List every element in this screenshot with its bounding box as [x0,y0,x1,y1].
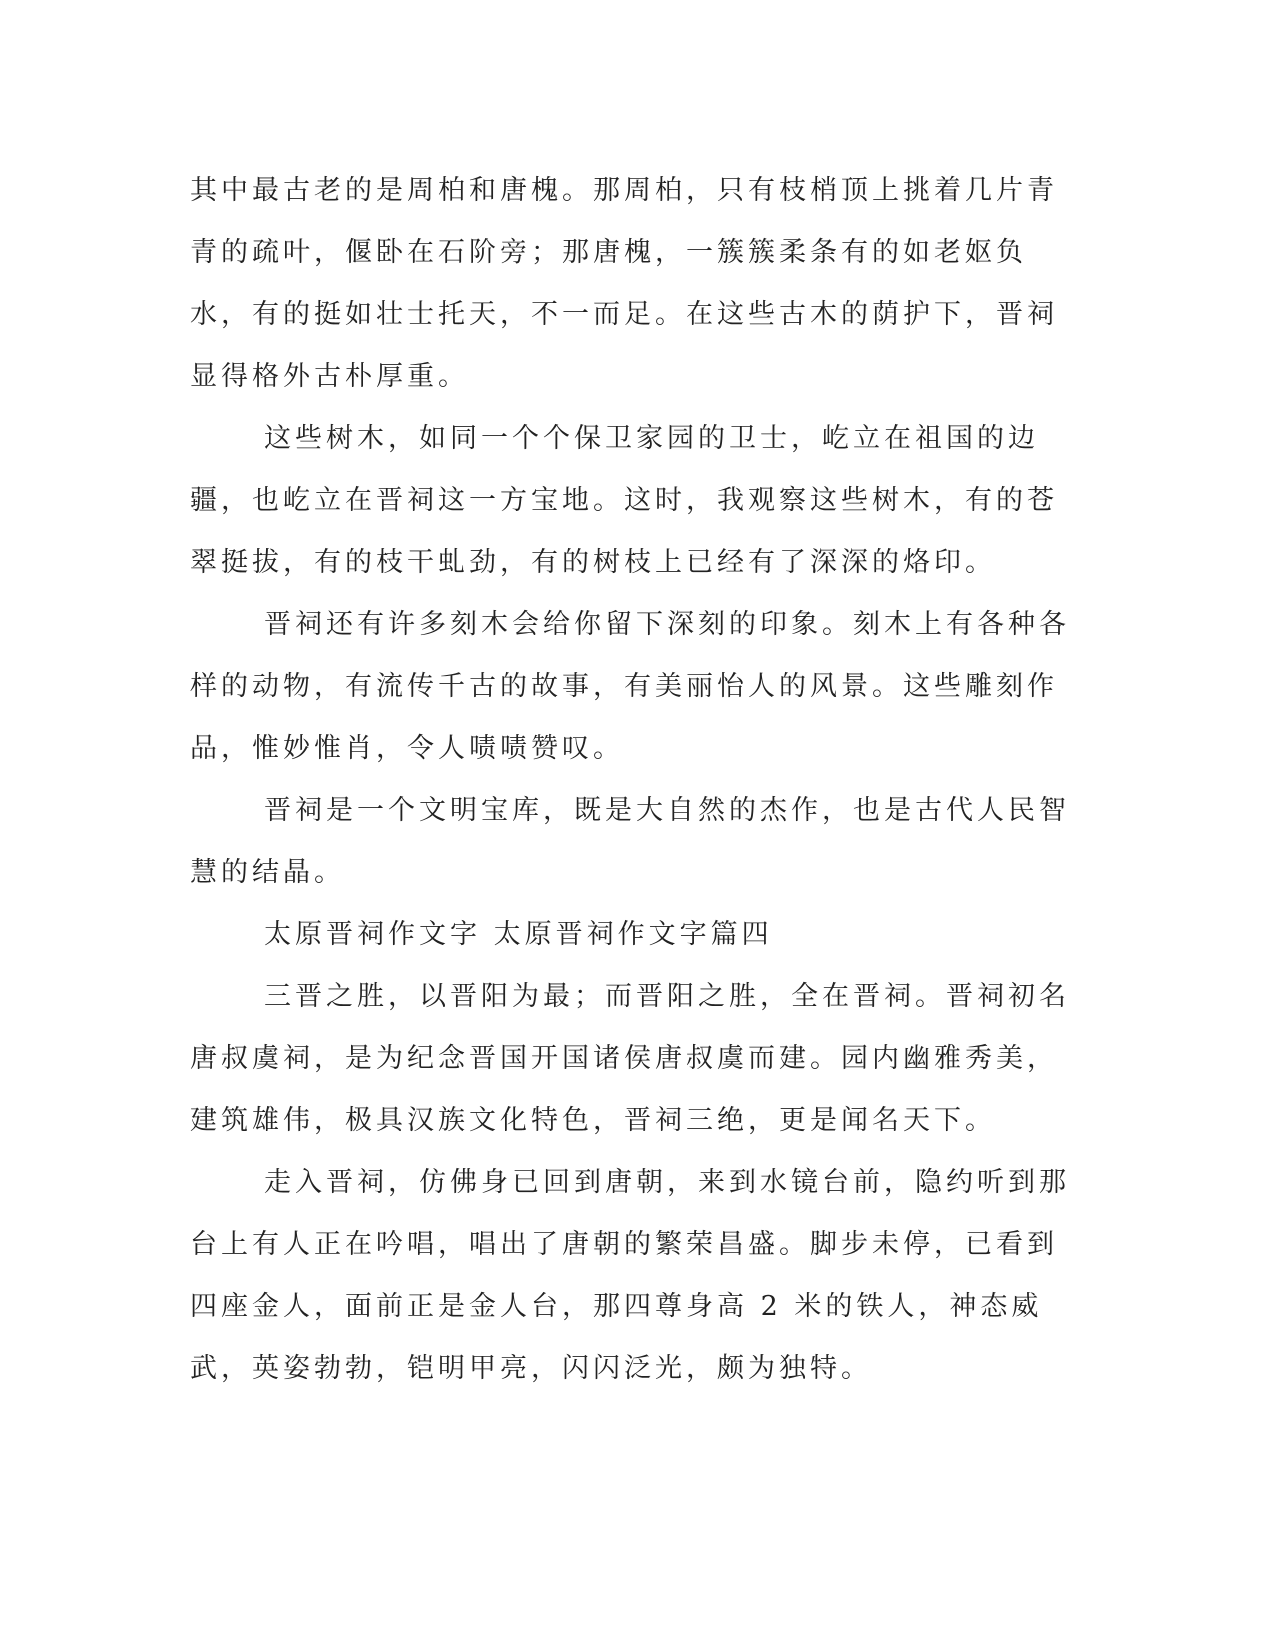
document-body [190,160,1080,1400]
paragraph-ancient-trees: 其中最古老的是周柏和唐槐。那周柏，只有枝梢顶上挑着几片青青的疏叶，偃卧在石阶旁；那唐槐，一簇簇柔条有的如老妪负水，有的挺如壮士托天，不一而足。在这些古木的荫护下，晋祠显得格外古朴厚重。 [190,175,1058,392]
section-heading: 太原晋祠作文字 太原晋祠作文字篇四 [264,919,773,950]
paragraph-wood-carvings: 晋祠还有许多刻木会给你留下深刻的印象。刻木上有各种各样的动物，有流传千古的故事，有美丽怡人的风景。这些雕刻作品，惟妙惟肖，令人啧啧赞叹。 [190,609,1070,764]
paragraph-trees-guardians: 这些树木，如同一个个保卫家园的卫士，屹立在祖国的边疆，也屹立在晋祠这一方宝地。这时，我观察这些树木，有的苍翠挺拔，有的枝干虬劲，有的树枝上已经有了深深的烙印。 [190,423,1058,578]
paragraph-treasure: 晋祠是一个文明宝库，既是大自然的杰作，也是古代人民智慧的结晶。 [190,795,1070,888]
paragraph-iron-men: 走入晋祠，仿佛身已回到唐朝，来到水镜台前，隐约听到那台上有人正在吟唱，唱出了唐朝的繁荣昌盛。脚步未停，已看到四座金人，面前正是金人台，那四尊身高 2 米的铁人，神态威武，英姿勃勃，铠明甲亮，闪闪泛光，颇为独特。 [190,1167,1070,1384]
paragraph-jinci-origin: 三晋之胜，以晋阳为最；而晋阳之胜，全在晋祠。晋祠初名唐叔虞祠，是为纪念晋国开国诸侯唐叔虞而建。园内幽雅秀美，建筑雄伟，极具汉族文化特色，晋祠三绝，更是闻名天下。 [190,981,1070,1136]
